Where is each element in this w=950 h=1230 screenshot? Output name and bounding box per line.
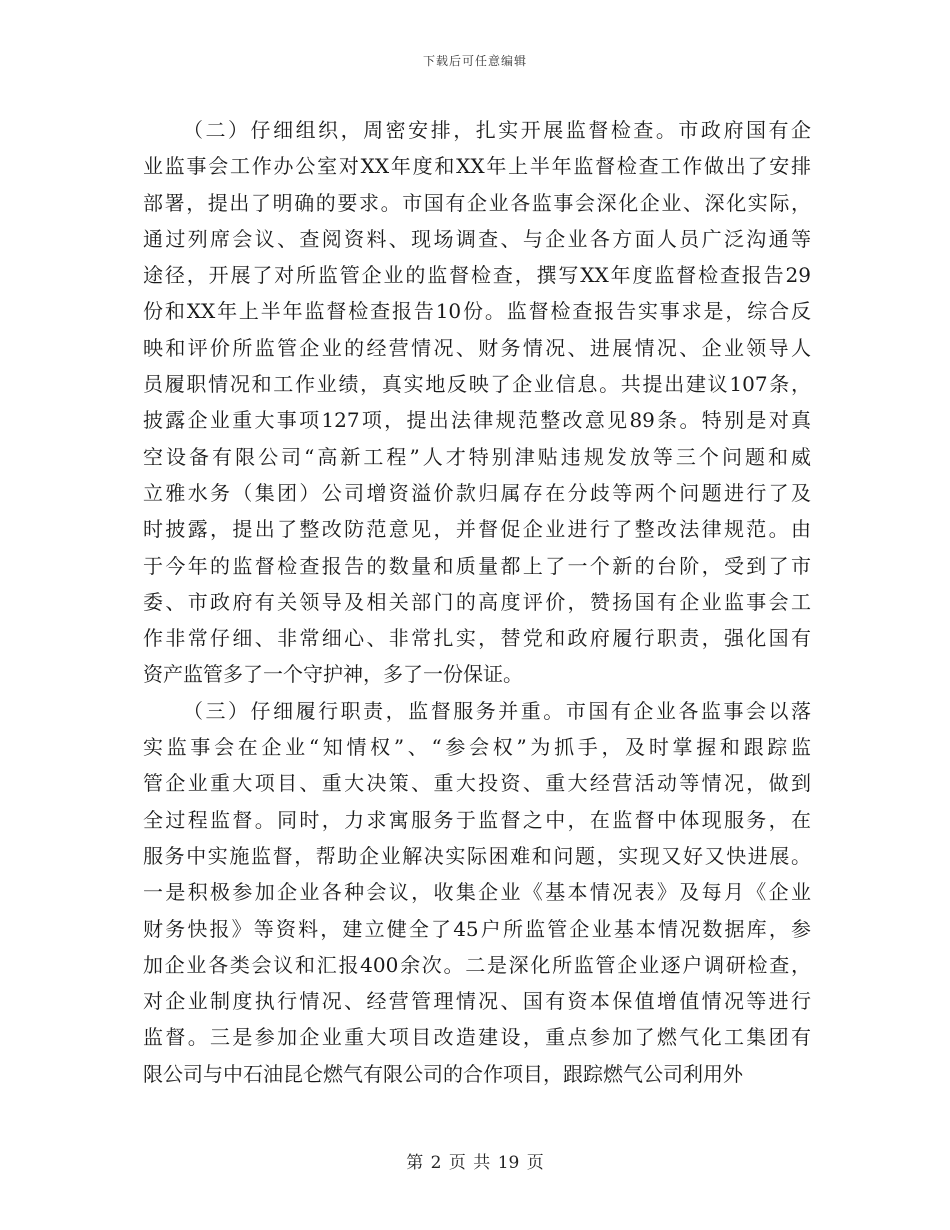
- text-line: 全过程监督。同时，力求寓服务于监督之中，在监督中体现服务，在: [143, 807, 811, 832]
- text-line: 时披露，提出了整改防范意见，并督促企业进行了整改法律规范。由: [143, 517, 811, 542]
- text-line: （二）仔细组织，周密安排，扎实开展监督检查。市政府国有企: [183, 118, 811, 142]
- text-line: 于今年的监督检查报告的数量和质量都上了一个新的台阶，受到了市: [143, 553, 811, 578]
- text-line: 途径，开展了对所监管企业的监督检查，撰写XX年度监督检查报告29: [143, 263, 811, 288]
- text-line: 员履职情况和工作业绩，真实地反映了企业信息。共提出建议107条，: [143, 372, 811, 397]
- paragraph-2: [143, 112, 811, 693]
- text-line: 委、市政府有关领导及相关部门的高度评价，赞扬国有企业监事会工: [143, 589, 811, 614]
- text-line: 份和XX年上半年监督检查报告10份。监督检查报告实事求是，综合反: [143, 299, 811, 324]
- text-line: 披露企业重大事项127项，提出法律规范整改意见89条。特别是对真: [143, 408, 811, 433]
- text-line: 加企业各类会议和汇报400余次。二是深化所监管企业逐户调研检查，: [143, 952, 811, 977]
- text-line: 财务快报》等资料，建立健全了45户所监管企业基本情况数据库，参: [143, 916, 811, 941]
- text-line: 业监事会工作办公室对XX年度和XX年上半年监督检查工作做出了安排: [143, 154, 811, 179]
- document-body: [143, 112, 811, 1092]
- text-line: 一是积极参加企业各种会议，收集企业《基本情况表》及每月《企业: [143, 880, 811, 905]
- paragraph-3: [143, 693, 811, 1092]
- text-line: 作非常仔细、非常细心、非常扎实，替党和政府履行职责，强化国有: [143, 626, 811, 651]
- text-line: 通过列席会议、查阅资料、现场调查、与企业各方面人员广泛沟通等: [143, 226, 811, 251]
- page-header: 下载后可任意编辑: [422, 54, 527, 68]
- text-line: 立雅水务（集团）公司增资溢价款归属存在分歧等两个问题进行了及: [143, 480, 811, 505]
- text-line: 服务中实施监督，帮助企业解决实际困难和问题，实现又好又快进展。: [143, 843, 811, 868]
- text-line: 监督。三是参加企业重大项目改造建设，重点参加了燃气化工集团有: [143, 1025, 811, 1050]
- text-line: 对企业制度执行情况、经营管理情况、国有资本保值增值情况等进行: [143, 989, 811, 1014]
- text-line: 管企业重大项目、重大决策、重大投资、重大经营活动等情况，做到: [143, 771, 811, 796]
- text-line: 实监事会在企业“知情权”、“参会权”为抓手，及时掌握和跟踪监: [143, 735, 811, 760]
- text-line: 限公司与中石油昆仑燃气有限公司的合作项目，跟踪燃气公司利用外: [143, 1061, 743, 1086]
- page-footer: 第 2 页 共 19 页: [406, 1153, 544, 1173]
- text-line: 资产监管多了一个守护神，多了一份保证。: [143, 662, 523, 687]
- text-line: 部署，提出了明确的要求。市国有企业各监事会深化企业、深化实际，: [143, 190, 811, 215]
- text-line: 空设备有限公司“高新工程”人才特别津贴违规发放等三个问题和威: [143, 444, 811, 469]
- text-line: （三）仔细履行职责，监督服务并重。市国有企业各监事会以落: [183, 698, 811, 723]
- text-line: 映和评价所监管企业的经营情况、财务情况、进展情况、企业领导人: [143, 335, 811, 360]
